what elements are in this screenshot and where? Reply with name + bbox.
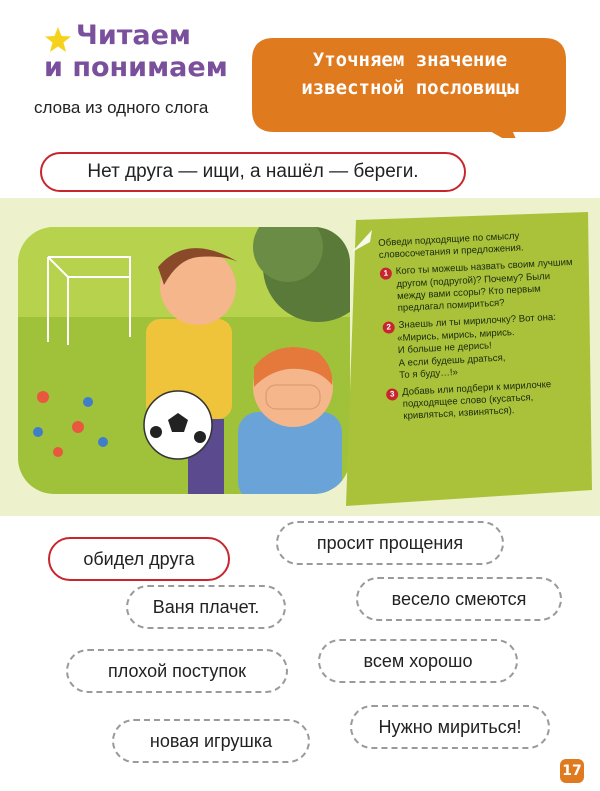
chip-vanya-plachet[interactable]: Ваня плачет. — [126, 585, 286, 629]
chip-veselo-smeyutsya[interactable]: весело смеются — [356, 577, 562, 621]
star-icon — [44, 26, 72, 54]
illustration-boys-football — [18, 227, 350, 494]
header-title-line2: и понимаем — [44, 52, 228, 83]
question-1-text: Кого ты можешь назвать своим лучшим другом (подругой)? Почему? Были между вами ссоры? Кто первым предлагал помириться? — [395, 257, 573, 315]
rhyme-line: «Мирись, мирись, мирись. — [397, 327, 515, 345]
chip-nuzhno-miritsya[interactable]: Нужно мириться! — [350, 705, 550, 749]
task-title — [262, 46, 558, 102]
question-3 — [386, 377, 588, 424]
rhyme-line: И больше не дерись! — [397, 340, 492, 357]
question-number-2: 2 — [382, 321, 395, 334]
question-number-3: 3 — [386, 388, 399, 401]
task-title-line1: Уточняем значение — [312, 49, 508, 71]
chip-prosit-proshcheniya[interactable]: просит прощения — [276, 521, 504, 565]
chip-obidel-druga[interactable]: обидел друга — [48, 537, 230, 581]
task-title-line2: известной пословицы — [301, 77, 519, 99]
instructions — [378, 230, 578, 425]
proverb-box: Нет друга — ищи, а нашёл — береги. — [40, 152, 466, 192]
chip-novaya-igrushka[interactable]: новая игрушка — [112, 719, 310, 763]
chip-plokhoi-postupok[interactable]: плохой поступок — [66, 649, 288, 693]
question-2-text: Знаешь ли ты мирилочку? Вот она: — [398, 312, 557, 332]
rhyme — [383, 324, 585, 383]
rhyme-line: А если будешь драться, — [398, 352, 506, 369]
chip-vsem-khorosho[interactable]: всем хорошо — [318, 639, 518, 683]
question-1 — [380, 257, 582, 316]
page-number: 17 — [560, 759, 584, 783]
instructions-intro: Обведи подходящие по смыслу словосочетания и предложения. — [378, 230, 524, 262]
question-3-text: Добавь или подбери к мирилочке подходящее слово (кусаться, кривляться, извиняться). — [401, 379, 552, 423]
header-title-line1: Читаем — [76, 20, 191, 51]
rhyme-line: То я буду…!» — [398, 366, 459, 381]
question-number-1: 1 — [380, 268, 393, 281]
header-subtitle: слова из одного слога — [34, 98, 209, 117]
